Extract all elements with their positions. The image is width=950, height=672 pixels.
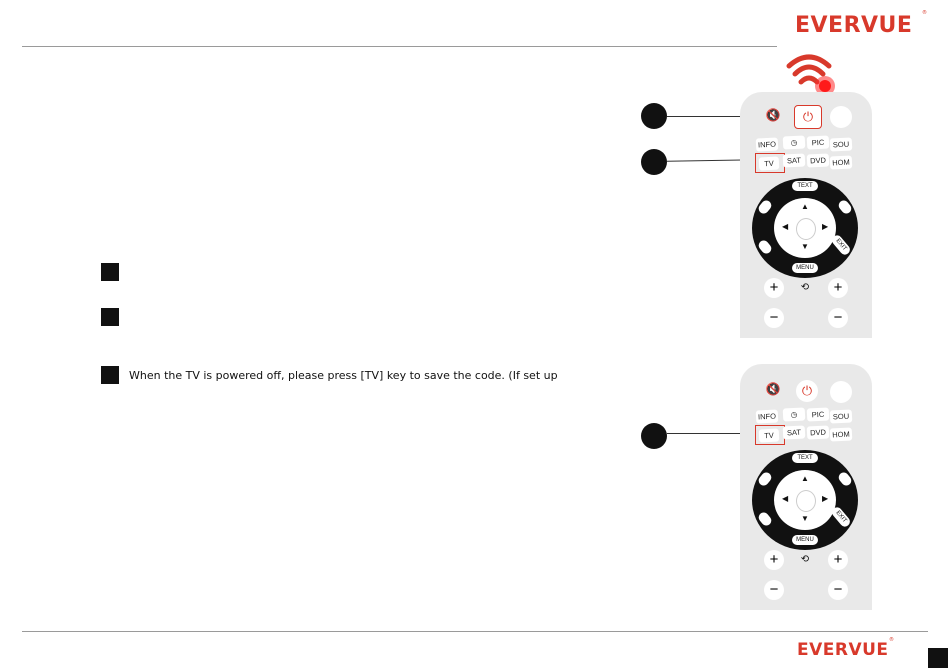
step-1-marker <box>101 263 119 281</box>
vol-plus-label: + <box>769 279 779 296</box>
blank-round-button-2[interactable] <box>830 381 852 403</box>
ch-plus-label-2: + <box>833 551 843 568</box>
hom-button-2[interactable]: HOM <box>830 427 853 441</box>
down-arrow-icon[interactable]: ▼ <box>801 242 809 251</box>
footer-logo: EVERVUE <box>797 640 889 660</box>
ch-plus-label: + <box>833 279 843 296</box>
power-icon: ⏻ <box>802 109 814 124</box>
blank-round-button[interactable] <box>830 106 852 128</box>
ch-minus-button[interactable] <box>828 308 848 328</box>
dvd-button[interactable]: DVD <box>807 153 830 167</box>
tv-button-2[interactable]: TV <box>759 428 780 442</box>
vol-minus-button-2[interactable] <box>764 580 784 600</box>
sou-button[interactable]: SOU <box>830 137 853 151</box>
step-3-marker <box>101 366 119 384</box>
power-icon-2: ⏻ <box>801 383 813 398</box>
vol-minus-label: − <box>769 309 779 326</box>
right-arrow-icon[interactable]: ▶ <box>822 222 829 231</box>
dvd-button-2[interactable]: DVD <box>807 425 830 439</box>
sou-button-2[interactable]: SOU <box>830 409 853 423</box>
down-arrow-icon-2[interactable]: ▼ <box>801 514 809 523</box>
text-button-2[interactable]: TEXT <box>792 453 818 463</box>
callout-tv-top <box>641 149 667 175</box>
sat-button[interactable]: SAT <box>783 153 806 167</box>
header-rule <box>22 46 777 47</box>
timer-button[interactable]: ◷ <box>783 135 806 149</box>
menu-button[interactable]: MENU <box>792 263 818 273</box>
signal-icon <box>783 50 843 98</box>
mute-icon-2[interactable]: 🔇 <box>765 382 781 396</box>
vol-plus-label-2: + <box>769 551 779 568</box>
up-arrow-icon[interactable]: ▲ <box>801 202 809 211</box>
left-arrow-icon[interactable]: ◀ <box>782 222 789 231</box>
ch-minus-label: − <box>833 309 843 326</box>
info-button[interactable]: INFO <box>756 137 779 151</box>
left-arrow-icon-2[interactable]: ◀ <box>782 494 789 503</box>
footer-registered-mark: ® <box>889 637 894 643</box>
callout-tv-bottom <box>641 423 667 449</box>
footer-rule <box>22 631 928 632</box>
vol-plus-button-2[interactable] <box>764 550 784 570</box>
step-3-text: When the TV is powered off, please press [TV] key to save the code. (If set up <box>129 369 558 382</box>
ok-button[interactable] <box>796 218 816 240</box>
pic-button-2[interactable]: PIC <box>807 407 830 421</box>
remote-top <box>740 92 872 338</box>
ch-plus-button-2[interactable] <box>828 550 848 570</box>
ch-plus-button[interactable] <box>828 278 848 298</box>
timer-button-2[interactable]: ◷ <box>783 407 806 421</box>
step-2-marker <box>101 308 119 326</box>
header-registered-mark: ® <box>922 10 927 16</box>
ok-button-2[interactable] <box>796 490 816 512</box>
vol-minus-label-2: − <box>769 581 779 598</box>
ch-minus-label-2: − <box>833 581 843 598</box>
menu-button-2[interactable]: MENU <box>792 535 818 545</box>
header-logo: EVERVUE <box>795 13 913 38</box>
text-button[interactable]: TEXT <box>792 181 818 191</box>
right-arrow-icon-2[interactable]: ▶ <box>822 494 829 503</box>
vol-minus-button[interactable] <box>764 308 784 328</box>
remote-bottom <box>740 364 872 610</box>
page-number-box <box>928 648 948 668</box>
ch-minus-button-2[interactable] <box>828 580 848 600</box>
pic-button[interactable]: PIC <box>807 135 830 149</box>
vol-plus-button[interactable] <box>764 278 784 298</box>
hom-button[interactable]: HOM <box>830 155 853 169</box>
power-button-2[interactable] <box>796 380 818 402</box>
callout-power <box>641 103 667 129</box>
swap-icon-2[interactable]: ⟲ <box>800 554 810 565</box>
info-button-2[interactable]: INFO <box>756 409 779 423</box>
mute-icon[interactable]: 🔇 <box>765 108 781 122</box>
swap-icon[interactable]: ⟲ <box>800 282 810 293</box>
exit-button[interactable]: EXIT <box>830 233 852 256</box>
sat-button-2[interactable]: SAT <box>783 425 806 439</box>
up-arrow-icon-2[interactable]: ▲ <box>801 474 809 483</box>
tv-button[interactable]: TV <box>759 156 780 170</box>
power-button[interactable] <box>794 105 822 129</box>
exit-button-2[interactable]: EXIT <box>830 505 852 528</box>
